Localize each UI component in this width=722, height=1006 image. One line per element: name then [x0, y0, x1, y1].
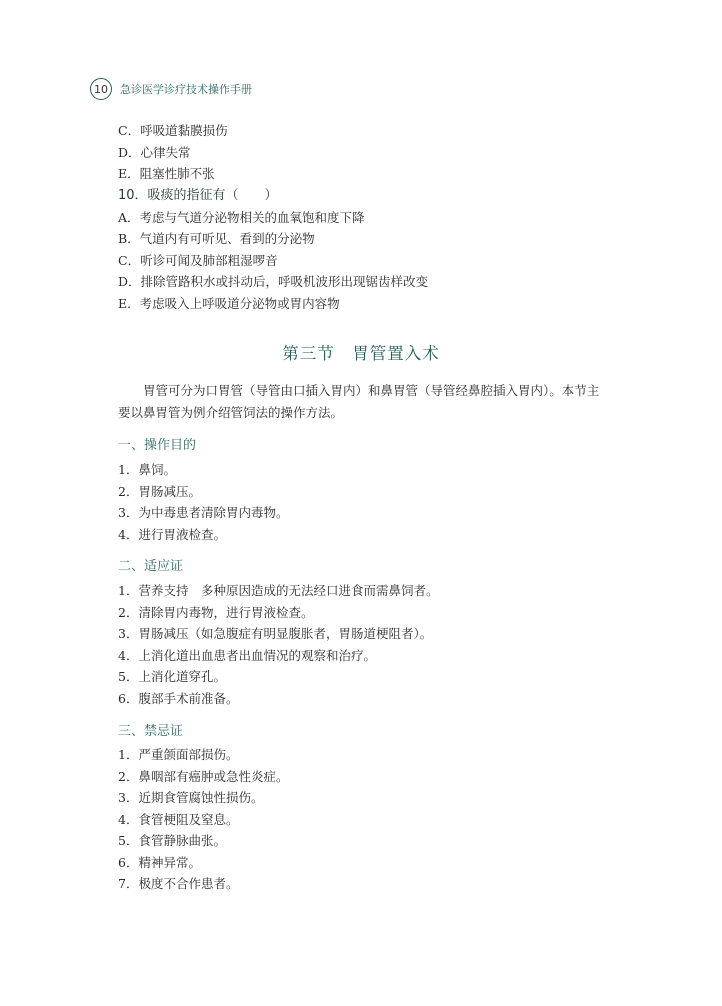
option-line: D．排除管路积水或抖动后，呼吸机波形出现锯齿样改变 [118, 274, 429, 289]
heading-contraindications: 三、禁忌证 [118, 724, 184, 739]
heading-purpose: 一、操作目的 [118, 438, 197, 453]
list-item: 2．胃肠减压。 [118, 483, 201, 499]
list-item: 7．极度不合作患者。 [118, 876, 239, 891]
list-item: 1．营养支持 多种原因造成的无法经口进食而需鼻饲者。 [118, 583, 439, 598]
option-line: D．心律失常 [118, 144, 191, 160]
list-item: 3．为中毒患者清除胃内毒物。 [118, 505, 289, 520]
option-line: C．呼吸道黏膜损伤 [118, 123, 228, 138]
list-item: 4．进行胃液检查。 [118, 526, 226, 542]
list-item: 4．食管梗阻及窒息。 [118, 811, 239, 827]
list-item: 3．近期食管腐蚀性损伤。 [118, 790, 264, 805]
page-header [90, 76, 252, 102]
page-number: 10 [90, 78, 112, 100]
question-title: 10．吸痰的指征有（ ） [118, 188, 278, 203]
intro-paragraph [118, 380, 630, 424]
indications-list [118, 580, 638, 709]
list-item: 2．清除胃内毒物，进行胃液检查。 [118, 604, 314, 620]
heading-indications: 二、适应证 [118, 559, 184, 574]
list-item: 5．食管静脉曲张。 [118, 833, 226, 848]
section-title: 第三节 胃管置入术 [282, 344, 440, 363]
list-item: 1．鼻饲。 [118, 462, 176, 477]
q9-options [118, 120, 638, 185]
list-item: 6．精神异常。 [118, 854, 201, 870]
book-title: 急诊医学诊疗技术操作手册 [120, 83, 252, 96]
list-item: 3．胃肠减压（如急腹症有明显腹胀者，胃肠道梗阻者）。 [118, 626, 433, 641]
contraindications-list [118, 744, 638, 895]
list-item: 4．上消化道出血患者出血情况的观察和治疗。 [118, 647, 376, 663]
option-line: E．考虑吸入上呼吸道分泌物或胃内容物 [118, 295, 340, 311]
purpose-list [118, 459, 638, 545]
list-item: 1．严重颌面部损伤。 [118, 747, 239, 762]
intro-line: 胃管可分为口胃管（导管由口插入胃内）和鼻胃管（导管经鼻腔插入胃内）。本节主 [143, 383, 600, 398]
question-10 [118, 185, 638, 314]
list-item: 2．鼻咽部有癌肿或急性炎症。 [118, 768, 289, 784]
list-item: 5．上消化道穿孔。 [118, 669, 226, 684]
option-line: C．听诊可闻及肺部粗湿啰音 [118, 252, 278, 268]
option-line: A．考虑与气道分泌物相关的血氧饱和度下降 [118, 209, 365, 225]
list-item: 6．腹部手术前准备。 [118, 690, 239, 706]
intro-line: 要以鼻胃管为例介绍管饲法的操作方法。 [118, 405, 344, 420]
option-line: E．阻塞性肺不张 [118, 166, 215, 181]
option-line: B．气道内有可听见、看到的分泌物 [118, 231, 315, 246]
